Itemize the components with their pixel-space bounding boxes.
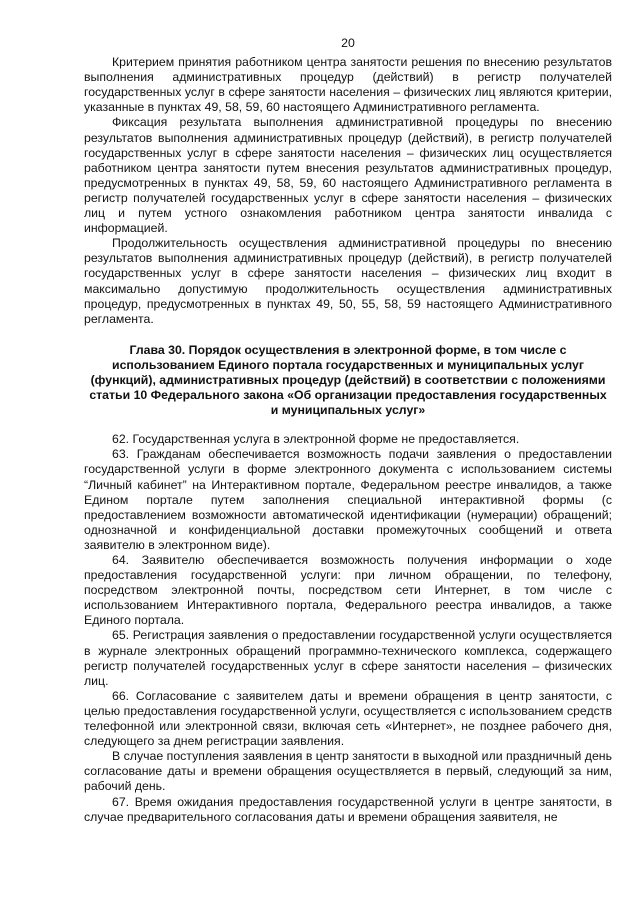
paragraph-63: 63. Гражданам обеспечивается возможность подачи заявления о предоставлении государственной услуги в форме электронного документа с использованием системы “Личный кабинет” на Интерактивном портале, Федеральном реестре инвалидов, а также Едином портале путем заполнения специальной интерактивной формы (с предоставлением возможности автоматической идентификации (нумерации) обращений; однозначной и конфиденциальной доставки промежуточных сообщений и ответа заявителю в электронном виде). xyxy=(84,447,612,552)
paragraph-62: 62. Государственная услуга в электронной форме не предоставляется. xyxy=(112,432,520,447)
page-number: 20 xyxy=(341,36,355,50)
paragraph-67: 67. Время ожидания предоставления государственной услуги в центре занятости, в случае предварительного согласования даты и времени обращения заявителя, не xyxy=(84,794,612,824)
chapter-title: Глава 30. Порядок осуществления в электронной форме, в том числе с использованием Единого портала государственных и муниципальных услуг (функций), административных процедур (действий) в соответствии с положениями статьи 10 Федерального закона «Об организации предоставления государственных и муниципальных услуг» xyxy=(89,342,607,418)
paragraph-65: 65. Регистрация заявления о предоставлении государственной услуги осуществляется в журнале электронных обращений программно-технического комплекса, содержащего регистр получателей государственных услуг в сфере занятости населения – физических лиц. xyxy=(84,628,612,688)
paragraph-criteria: Критерием принятия работником центра занятости решения по внесению результатов выполнения административных процедур (действий) в регистр получателей государственных услуг в сфере занятости населения – физических лиц являются критерии, указанные в пунктах 49, 58, 59, 60 настоящего Административного регламента. xyxy=(84,55,612,115)
paragraph-64: 64. Заявителю обеспечивается возможность получения информации о ходе предоставления государственной услуги: при личном обращении, по телефону, посредством электронной почты, посредством сети Интернет, в том числе с использованием Интерактивного портала, Федерального реестра инвалидов, а также Единого портала. xyxy=(84,553,612,628)
paragraph-66-continued: В случае поступления заявления в центр занятости в выходной или праздничный день согласование даты и времени обращения осуществляется в первый, следующий за ним, рабочий день. xyxy=(84,749,612,794)
paragraph-fixation: Фиксация результата выполнения административной процедуры по внесению результатов выполнения административных процедур (действий), в регистр получателей государственных услуг в сфере занятости населения – физических лиц осуществляется работником центра занятости путем внесения результатов административных процедур, предусмотренных в пунктах 49, 58, 59, 60 настоящего Административного регламента в регистр получателей государственных услуг в сфере занятости населения – физических лиц и путем устного ознакомления работником центра занятости инвалида с информацией. xyxy=(84,115,612,236)
paragraph-duration: Продолжительность осуществления административной процедуры по внесению результатов выполнения административных процедур (действий), в регистр получателей государственных услуг в сфере занятости населения – физических лиц входит в максимально допустимую продолжительность осуществления административных процедур, предусмотренных в пунктах 49, 50, 55, 58, 59 настоящего Административного регламента. xyxy=(84,236,612,326)
paragraph-66: 66. Согласование с заявителем даты и времени обращения в центр занятости, с целью предоставления государственной услуги, осуществляется с использованием средств телефонной или электронной связи, включая сеть «Интернет», не позднее рабочего дня, следующего за днем регистрации заявления. xyxy=(84,688,612,749)
document-page xyxy=(84,36,612,825)
